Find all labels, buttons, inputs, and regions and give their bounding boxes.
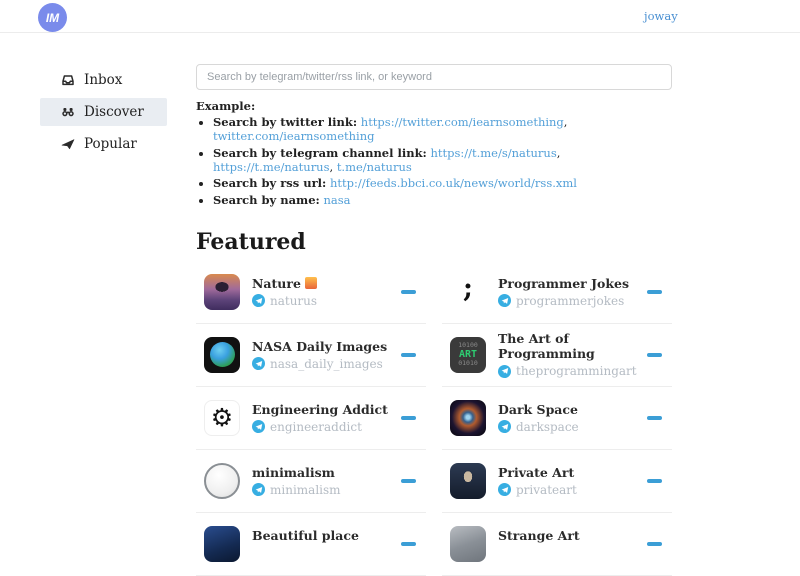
example-link[interactable]: t.me/naturus xyxy=(336,159,412,174)
channel-handle-row xyxy=(252,420,388,434)
sidebar xyxy=(40,66,167,162)
channel-card xyxy=(442,324,672,387)
example-item xyxy=(213,193,672,207)
channel-title: Engineering Addict xyxy=(252,401,388,417)
channel-meta xyxy=(498,331,645,378)
channel-card xyxy=(196,324,426,387)
channel-meta xyxy=(252,276,317,308)
binoculars-icon xyxy=(61,105,75,119)
telegram-icon xyxy=(498,294,511,307)
channel-title-row xyxy=(252,465,341,480)
example-link[interactable]: http://feeds.bbci.co.uk/news/world/rss.xml xyxy=(329,176,577,191)
example-links xyxy=(323,193,350,207)
minus-icon xyxy=(401,290,416,294)
channel-title-row xyxy=(498,331,645,361)
channel-title: Strange Art xyxy=(498,528,580,544)
avatar-glyph: ; xyxy=(463,273,473,304)
user-profile-link[interactable]: joway xyxy=(644,9,678,23)
telegram-icon xyxy=(498,483,511,496)
channel-meta xyxy=(498,276,629,308)
channel-meta xyxy=(498,528,580,559)
channel-title-row xyxy=(252,528,359,543)
channel-meta xyxy=(252,339,387,371)
channel-title: Dark Space xyxy=(498,401,578,417)
channel-card xyxy=(196,261,426,324)
avatar-glyph: 01010 xyxy=(458,359,478,368)
unsubscribe-minus-button[interactable] xyxy=(399,473,418,489)
unsubscribe-minus-button[interactable] xyxy=(399,347,418,363)
example-link[interactable]: https://t.me/s/naturus xyxy=(430,145,557,160)
telegram-icon xyxy=(498,420,511,433)
featured-heading: Featured xyxy=(196,228,306,255)
unsubscribe-minus-button[interactable] xyxy=(645,536,664,552)
minus-icon xyxy=(647,542,662,546)
channel-handle-row xyxy=(498,294,629,308)
minus-icon xyxy=(647,479,662,483)
channel-avatar xyxy=(450,526,486,562)
channel-avatar xyxy=(450,400,486,436)
channel-card xyxy=(442,513,672,576)
channel-card xyxy=(442,261,672,324)
channel-emoji xyxy=(305,277,317,289)
channel-handle[interactable]: programmerjokes xyxy=(516,293,625,308)
channel-handle[interactable]: engineeraddict xyxy=(270,419,362,434)
channel-title: Programmer Jokes xyxy=(498,275,629,291)
channel-card xyxy=(442,450,672,513)
example-label: Search by rss url: xyxy=(213,176,327,191)
example-link[interactable]: https://twitter.com/iearnsomething xyxy=(360,115,564,129)
channel-title-row xyxy=(252,339,387,354)
main-content xyxy=(196,64,672,576)
example-item xyxy=(213,115,672,143)
channel-handle-row xyxy=(252,483,341,497)
sidebar-item-inbox[interactable] xyxy=(40,66,167,94)
minus-icon xyxy=(647,290,662,294)
channel-handle-row xyxy=(498,483,577,497)
featured-grid xyxy=(196,261,672,576)
channel-avatar xyxy=(204,526,240,562)
channel-handle-row xyxy=(498,420,579,434)
channel-handle-row xyxy=(498,364,645,378)
example-link[interactable]: twitter.com/iearnsomething xyxy=(213,129,375,144)
unsubscribe-minus-button[interactable] xyxy=(645,473,664,489)
channel-meta xyxy=(252,465,341,497)
channel-title-row xyxy=(498,528,580,543)
channel-title: NASA Daily Images xyxy=(252,338,388,354)
channel-meta xyxy=(252,402,388,434)
channel-handle[interactable]: darkspace xyxy=(516,419,579,434)
channel-title-row xyxy=(498,465,577,480)
minus-icon xyxy=(401,353,416,357)
channel-handle-row xyxy=(252,294,317,308)
minus-icon xyxy=(401,542,416,546)
channel-meta xyxy=(252,528,359,559)
example-link[interactable]: https://t.me/naturus xyxy=(213,159,330,174)
example-links: https://twitter.com/iearnsomething, twitter.com/iearnsomething xyxy=(213,115,568,144)
channel-meta xyxy=(498,402,579,434)
channel-card xyxy=(196,387,426,450)
channel-avatar xyxy=(450,274,486,310)
channel-card xyxy=(442,387,672,450)
channel-handle[interactable]: privateart xyxy=(516,482,577,497)
channel-title: minimalism xyxy=(252,464,335,480)
example-item xyxy=(213,146,672,174)
telegram-icon xyxy=(252,483,265,496)
channel-title: Nature xyxy=(252,275,301,291)
unsubscribe-minus-button[interactable] xyxy=(645,410,664,426)
example-link[interactable]: nasa xyxy=(323,192,351,207)
search-input[interactable] xyxy=(196,64,672,90)
telegram-icon xyxy=(252,294,265,307)
sidebar-item-label: Popular xyxy=(84,136,137,152)
channel-title: The Art of Programming xyxy=(498,331,595,362)
sidebar-item-label: Discover xyxy=(84,104,144,120)
avatar-glyph: ART xyxy=(458,349,478,361)
sidebar-item-popular[interactable] xyxy=(40,130,167,158)
top-bar xyxy=(0,0,800,33)
channel-title-row xyxy=(252,402,388,417)
channel-avatar xyxy=(450,337,486,373)
channel-avatar xyxy=(204,274,240,310)
minus-icon xyxy=(647,416,662,420)
unsubscribe-minus-button[interactable] xyxy=(399,284,418,300)
channel-title: Private Art xyxy=(498,464,575,480)
unsubscribe-minus-button[interactable] xyxy=(645,284,664,300)
channel-handle[interactable]: naturus xyxy=(270,293,318,308)
sidebar-item-discover[interactable] xyxy=(40,98,167,126)
avatar-glyph: ⚙ xyxy=(210,403,234,433)
channel-handle[interactable]: minimalism xyxy=(270,482,341,497)
inbox-icon xyxy=(61,73,75,87)
channel-title-row xyxy=(498,402,579,417)
example-item xyxy=(213,176,672,190)
minus-icon xyxy=(401,416,416,420)
channel-handle[interactable]: nasa_daily_images xyxy=(270,356,383,371)
avatar-glyph: 10100 xyxy=(458,340,478,349)
search-examples xyxy=(196,99,672,207)
telegram-icon xyxy=(498,365,511,378)
example-label: Search by twitter link: xyxy=(213,115,358,129)
sidebar-item-label: Inbox xyxy=(84,72,123,88)
channel-avatar xyxy=(204,400,240,436)
minus-icon xyxy=(647,353,662,357)
channel-meta xyxy=(498,465,577,497)
channel-avatar xyxy=(450,463,486,499)
telegram-icon xyxy=(252,357,265,370)
app-logo[interactable]: IM xyxy=(38,3,67,32)
channel-card xyxy=(196,450,426,513)
channel-avatar xyxy=(204,337,240,373)
channel-card xyxy=(196,513,426,576)
example-links xyxy=(330,176,577,190)
unsubscribe-minus-button[interactable] xyxy=(645,347,664,363)
channel-title-row xyxy=(498,276,629,291)
unsubscribe-minus-button[interactable] xyxy=(399,536,418,552)
example-links: https://t.me/s/naturus, https://t.me/naturus, t.me/naturus xyxy=(213,145,561,174)
channel-avatar xyxy=(204,463,240,499)
telegram-icon xyxy=(252,420,265,433)
minus-icon xyxy=(401,479,416,483)
channel-handle-row xyxy=(252,357,387,371)
unsubscribe-minus-button[interactable] xyxy=(399,410,418,426)
example-label: Search by name: xyxy=(213,192,320,207)
channel-title-row xyxy=(252,276,317,291)
examples-title: Example: xyxy=(196,99,256,113)
paper-plane-icon xyxy=(61,137,75,151)
example-label: Search by telegram channel link: xyxy=(213,145,427,160)
example-list xyxy=(196,115,672,207)
channel-handle[interactable]: theprogrammingart xyxy=(516,364,637,379)
channel-title: Beautiful place xyxy=(252,528,359,544)
